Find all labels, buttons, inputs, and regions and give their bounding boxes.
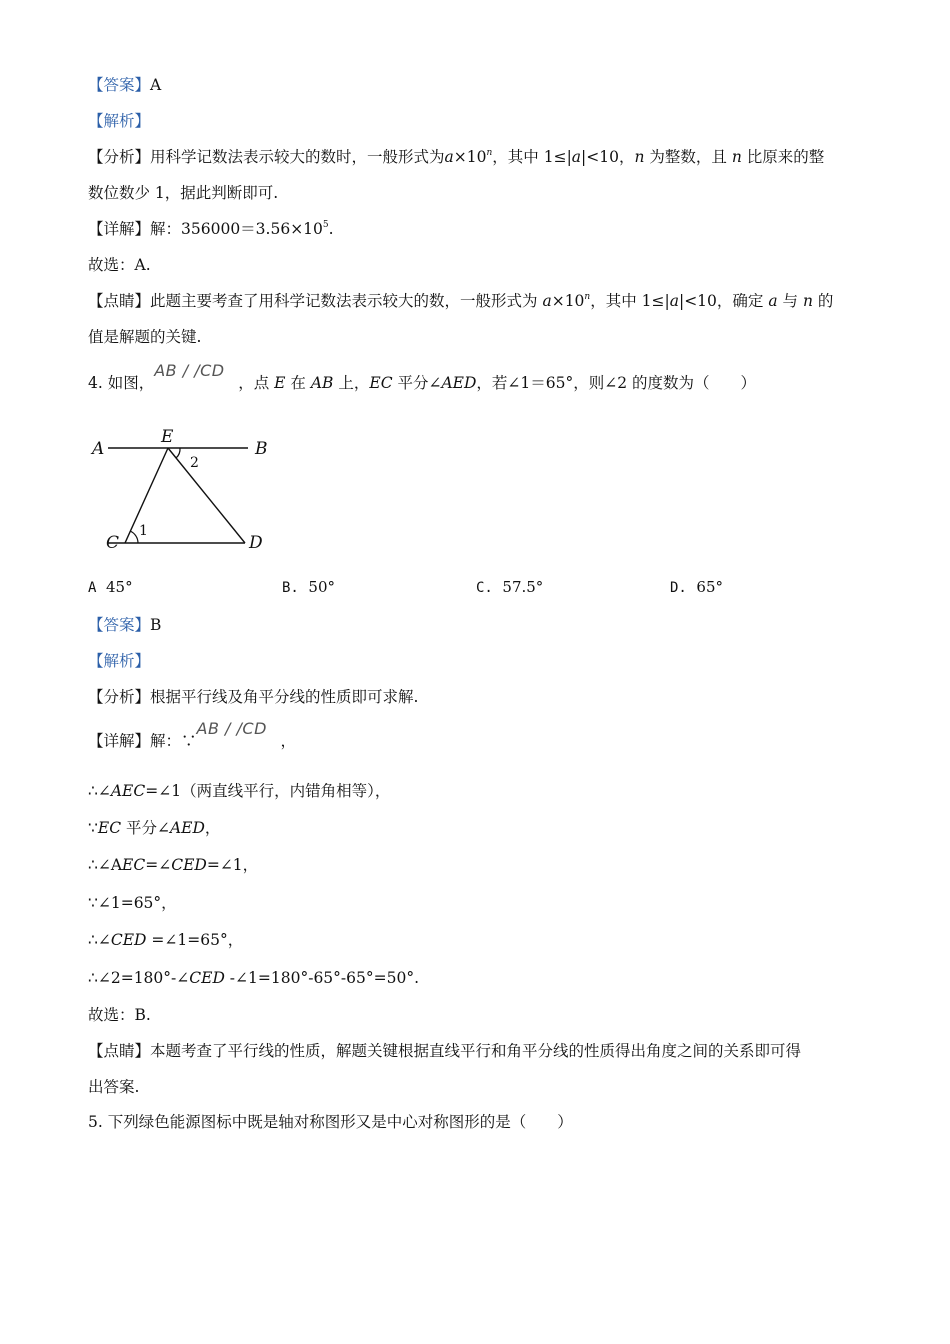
text: ×10: [453, 148, 487, 166]
text: 的: [812, 292, 834, 310]
answer-value: A: [150, 76, 162, 94]
prev-detail-line: [88, 218, 334, 240]
var: a: [669, 292, 679, 310]
prev-comment-line2: 值是解题的关键.: [88, 328, 202, 346]
option-label: D.: [670, 580, 687, 596]
option-d[interactable]: [670, 578, 723, 596]
text: 用科学记数法表示较大的数时，一般形式为: [150, 148, 445, 166]
text: ，点: [238, 374, 275, 392]
step-5: [88, 929, 243, 951]
option-value: 50°: [308, 578, 335, 596]
text: |<10，: [581, 148, 635, 166]
exp: n: [486, 148, 493, 158]
var: EC: [97, 819, 122, 837]
q4-choose: 故选：B.: [88, 1006, 151, 1024]
option-value: 45°: [105, 578, 133, 596]
step-4: ∵∠1=65°，: [88, 894, 177, 912]
prev-fenxi-line2: 数位数少 1，据此判断即可.: [88, 184, 279, 202]
var: CED: [110, 931, 147, 949]
text: 为整数，且: [644, 148, 732, 166]
prev-answer-line: [88, 74, 161, 96]
answer-value: B: [150, 616, 162, 634]
q4-detail-line: [88, 719, 297, 752]
text: =∠1（两直线平行，内错角相等），: [145, 782, 391, 800]
step-6: [88, 967, 419, 989]
prev-fenxi-line1: [88, 146, 824, 168]
label-c: C: [106, 533, 120, 553]
label-d: D: [249, 533, 263, 553]
var: AED: [441, 374, 477, 392]
option-a[interactable]: [88, 578, 133, 596]
var: AEC: [110, 782, 146, 800]
option-b[interactable]: [282, 578, 335, 596]
analysis-tag: 【解析】: [88, 652, 151, 670]
text: 解：356000＝3.56×10: [150, 220, 323, 238]
text: =∠1，: [206, 856, 259, 874]
text: 比原来的整: [741, 148, 825, 166]
text: .: [328, 220, 334, 238]
text: ，: [204, 819, 221, 837]
label-angle1: 1: [139, 523, 148, 539]
option-value: 57.5°: [502, 578, 544, 596]
answer-tag: 【答案】: [88, 76, 151, 94]
comment-tag: 【点睛】: [88, 292, 151, 310]
option-c[interactable]: [476, 578, 543, 596]
var: n: [634, 148, 645, 166]
var: CED: [171, 856, 207, 874]
var: E: [274, 374, 286, 392]
q4-fenxi-line: [88, 686, 418, 708]
text: ，: [280, 732, 297, 750]
text: ×10: [551, 292, 585, 310]
prev-choose: 故选：A.: [88, 256, 151, 274]
text: ，其中 1≤|: [590, 292, 670, 310]
var: EC: [122, 856, 146, 874]
step-1: [88, 780, 390, 802]
q4-answer-line: [88, 614, 161, 636]
text: 此题主要考查了用科学记数法表示较大的数，一般形式为: [150, 292, 543, 310]
text: ∴∠: [88, 931, 111, 949]
label-angle2: 2: [190, 455, 199, 471]
option-label: B.: [282, 580, 299, 596]
analysis-tag: 【解析】: [88, 112, 151, 130]
comment-tag: 【点睛】: [88, 1042, 151, 1060]
text: |<10，确定: [678, 292, 769, 310]
fenxi-tag: 【分析】: [88, 148, 151, 166]
text: ∴∠A: [88, 856, 123, 874]
label-a: A: [92, 439, 105, 459]
text: ∵: [88, 819, 98, 837]
var: a: [542, 292, 552, 310]
q4-comment-line1: [88, 1040, 801, 1062]
q5-stem: 5. 下列绿色能源图标中既是轴对称图形又是中心对称图形的是（ ）: [88, 1113, 573, 1131]
var: n: [731, 148, 742, 166]
label-e: E: [161, 427, 174, 447]
text: ，若∠1＝65°，则∠2 的度数为（ ）: [476, 374, 757, 392]
text: 平分∠: [392, 374, 442, 392]
option-label: C.: [476, 580, 493, 596]
var: a: [444, 148, 454, 166]
step-2: [88, 817, 220, 839]
fenxi-tag: 【分析】: [88, 688, 151, 706]
text: ，其中 1≤|: [492, 148, 572, 166]
option-value: 65°: [696, 578, 723, 596]
text: ∴∠: [88, 782, 111, 800]
text: 解：∵: [150, 732, 197, 750]
text: 在: [285, 374, 311, 392]
line-ed: [168, 448, 245, 543]
var: n: [802, 292, 813, 310]
text: ∴∠2=180°-∠: [88, 969, 190, 987]
text: 与: [777, 292, 803, 310]
q4-comment-line2: 出答案.: [88, 1078, 140, 1096]
step-3: [88, 854, 258, 876]
q4-stem: [88, 361, 757, 394]
text: =∠1=65°，: [146, 931, 244, 949]
question-number: 4. 如图，: [88, 374, 155, 392]
var: CED: [189, 969, 225, 987]
parallel-formula: AB / /CD: [154, 361, 225, 380]
var: AB: [310, 374, 334, 392]
text: 本题考查了平行线的性质，解题关键根据直线平行和角平分线的性质得出角度之间的关系即可得: [150, 1042, 802, 1060]
answer-tag: 【答案】: [88, 616, 151, 634]
text: 上，: [333, 374, 370, 392]
var: a: [571, 148, 582, 166]
option-label: A: [88, 580, 97, 596]
text: 平分∠: [121, 819, 170, 837]
detail-tag: 【详解】: [88, 732, 151, 750]
var: EC: [369, 374, 393, 392]
text: 根据平行线及角平分线的性质即可求解.: [150, 688, 419, 706]
exp: n: [584, 292, 591, 302]
var: a: [768, 292, 778, 310]
var: AED: [169, 819, 205, 837]
angle2-arc: [176, 448, 180, 458]
q4-analysis-tag: [88, 650, 150, 672]
label-b: B: [255, 439, 268, 459]
prev-analysis-tag: [88, 110, 150, 132]
text: -∠1=180°-65°-65°=50°.: [224, 969, 420, 987]
parallel-formula: AB / /CD: [196, 719, 267, 738]
prev-comment-line1: [88, 290, 833, 312]
triangle-figure: [80, 418, 280, 558]
exp: 5: [322, 220, 329, 230]
detail-tag: 【详解】: [88, 220, 151, 238]
angle1-arc: [130, 531, 138, 543]
text: =∠: [145, 856, 172, 874]
